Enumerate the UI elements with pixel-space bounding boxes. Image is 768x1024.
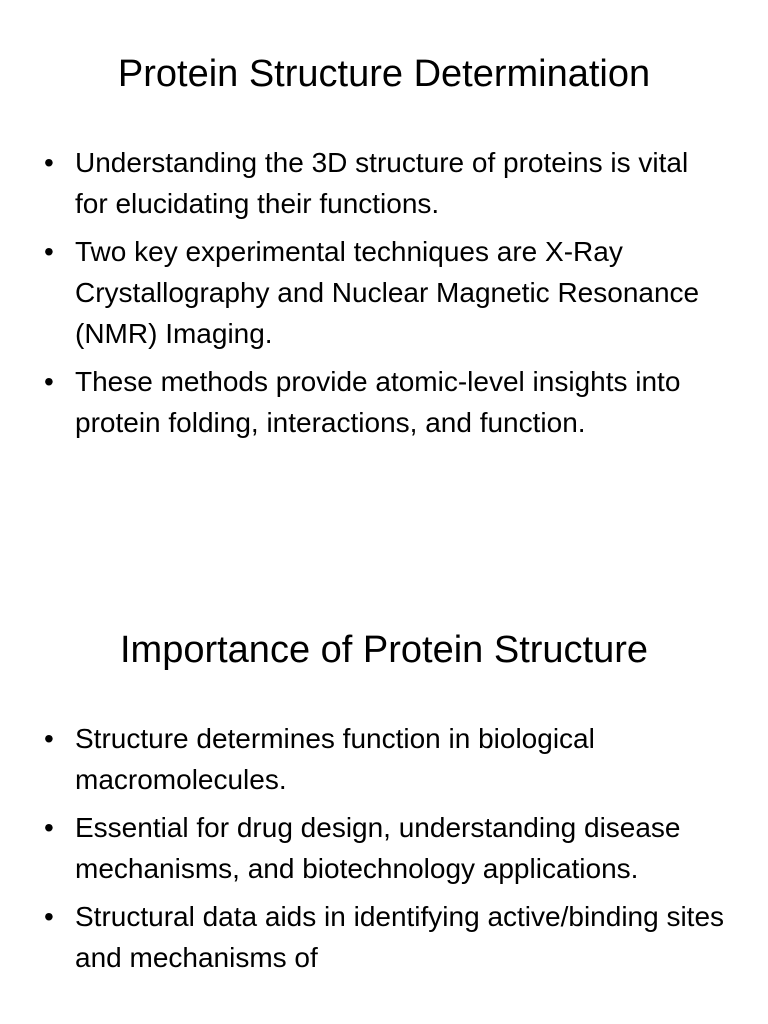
bullet-item xyxy=(44,896,728,978)
slide-importance-of-protein-structure xyxy=(0,580,768,1024)
bullet-text: Essential for drug design, understanding disease mechanisms, and biotechnology applications. xyxy=(75,812,681,884)
bullet-text: Structure determines function in biological macromolecules. xyxy=(75,723,595,795)
slide-title: Protein Structure Determination xyxy=(117,53,651,95)
bullet-icon: • xyxy=(44,723,54,754)
bullet-text: These methods provide atomic-level insights into protein folding, interactions, and function. xyxy=(75,366,681,438)
bullet-item xyxy=(44,718,728,800)
bullet-list xyxy=(44,142,728,450)
bullet-icon: • xyxy=(44,147,54,178)
bullet-item xyxy=(44,361,728,443)
slide-title: Importance of Protein Structure xyxy=(119,629,649,671)
bullet-icon: • xyxy=(44,812,54,843)
bullet-item xyxy=(44,231,728,354)
bullet-icon: • xyxy=(44,366,54,397)
bullet-text: Two key experimental techniques are X-Ray Crystallography and Nuclear Magnetic Resonance (NMR) Imaging. xyxy=(75,236,700,349)
bullet-icon: • xyxy=(44,236,54,267)
bullet-text: Structural data aids in identifying active/binding sites and mechanisms of xyxy=(75,901,725,973)
bullet-text: Understanding the 3D structure of proteins is vital for elucidating their functions. xyxy=(75,147,689,219)
bullet-item xyxy=(44,142,728,224)
bullet-icon: • xyxy=(44,901,54,932)
bullet-item xyxy=(44,807,728,889)
bullet-list xyxy=(44,718,728,985)
